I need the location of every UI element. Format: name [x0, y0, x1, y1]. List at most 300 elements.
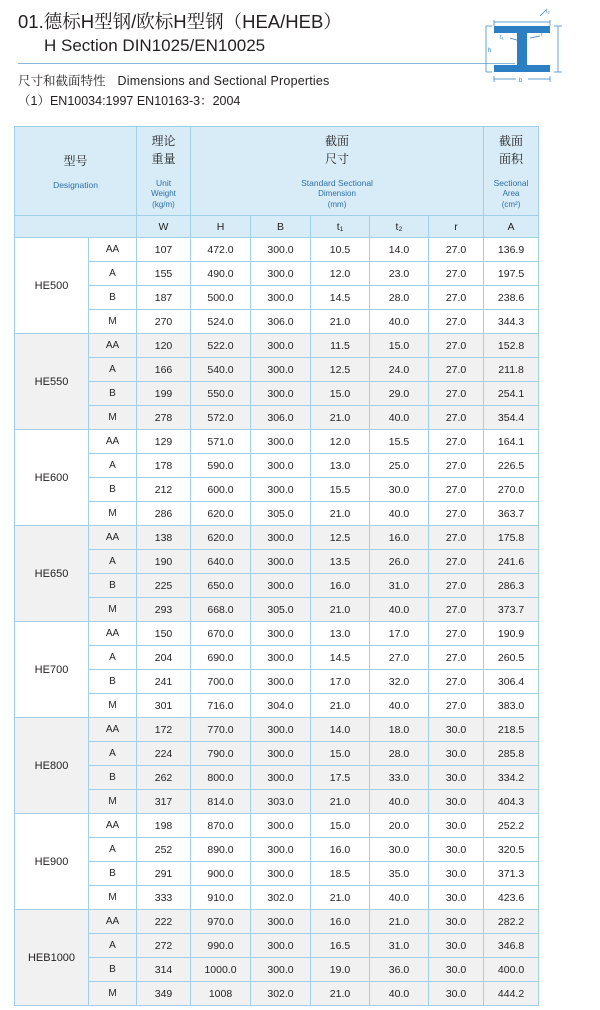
- cell-h: 522.0: [191, 334, 251, 358]
- cell-type: M: [89, 598, 137, 622]
- cell-h: 716.0: [191, 694, 251, 718]
- table-row: [15, 622, 587, 646]
- cell-a: 270.0: [484, 478, 539, 502]
- cell-a: 423.6: [484, 886, 539, 910]
- cell-t1: 21.0: [311, 982, 370, 1006]
- header-dimension-en2: Dimension: [318, 189, 356, 199]
- cell-t1: 19.0: [311, 958, 370, 982]
- header-dimension-en3: (mm): [327, 200, 347, 210]
- cell-t1: 15.0: [311, 742, 370, 766]
- cell-r: 27.0: [429, 430, 484, 454]
- cell-w: 349: [137, 982, 191, 1006]
- cell-a: 371.3: [484, 862, 539, 886]
- cell-b: 300.0: [251, 526, 311, 550]
- table-header: [15, 127, 587, 238]
- cell-w: 314: [137, 958, 191, 982]
- cell-w: 225: [137, 574, 191, 598]
- cell-r: 27.0: [429, 358, 484, 382]
- cell-b: 300.0: [251, 718, 311, 742]
- cell-r: 27.0: [429, 598, 484, 622]
- cell-w: 172: [137, 718, 191, 742]
- designation-cell: HE600: [15, 430, 89, 526]
- header-designation: [15, 127, 137, 216]
- cell-b: 300.0: [251, 622, 311, 646]
- cell-t2: 17.0: [370, 622, 429, 646]
- cell-t2: 40.0: [370, 502, 429, 526]
- designation-cell: HE550: [15, 334, 89, 430]
- cell-t1: 21.0: [311, 598, 370, 622]
- cell-b: 300.0: [251, 574, 311, 598]
- cell-h: 670.0: [191, 622, 251, 646]
- header-unit-weight: [137, 127, 191, 216]
- cell-a: 152.8: [484, 334, 539, 358]
- dimensions-subtitle-en: Dimensions and Sectional Properties: [117, 73, 330, 88]
- table-row: [15, 886, 587, 910]
- cell-h: 472.0: [191, 238, 251, 262]
- cell-t2: 30.0: [370, 838, 429, 862]
- cell-w: 286: [137, 502, 191, 526]
- cell-t1: 10.5: [311, 238, 370, 262]
- cell-t1: 12.0: [311, 430, 370, 454]
- cell-a: 334.2: [484, 766, 539, 790]
- cell-h: 600.0: [191, 478, 251, 502]
- cell-r: 30.0: [429, 718, 484, 742]
- page-header: [14, 0, 586, 112]
- cell-h: 620.0: [191, 526, 251, 550]
- cell-b: 300.0: [251, 478, 311, 502]
- cell-type: AA: [89, 814, 137, 838]
- cell-h: 620.0: [191, 502, 251, 526]
- cell-t2: 16.0: [370, 526, 429, 550]
- header-row-symbols: [15, 216, 587, 238]
- table-row: [15, 238, 587, 262]
- cell-t2: 20.0: [370, 814, 429, 838]
- cell-h: 524.0: [191, 310, 251, 334]
- symbol-h: H: [191, 216, 251, 238]
- cell-a: 238.6: [484, 286, 539, 310]
- cell-b: 300.0: [251, 286, 311, 310]
- symbol-b: B: [251, 216, 311, 238]
- cell-r: 27.0: [429, 622, 484, 646]
- cell-t2: 31.0: [370, 934, 429, 958]
- cell-t2: 24.0: [370, 358, 429, 382]
- cell-r: 27.0: [429, 454, 484, 478]
- cell-t2: 30.0: [370, 478, 429, 502]
- table-row: [15, 934, 587, 958]
- cell-t1: 11.5: [311, 334, 370, 358]
- specification-table: [14, 126, 587, 1006]
- table-row: [15, 454, 587, 478]
- cell-w: 129: [137, 430, 191, 454]
- cell-b: 300.0: [251, 550, 311, 574]
- cell-type: A: [89, 358, 137, 382]
- cell-b: 305.0: [251, 502, 311, 526]
- header-unit-weight-cn1: 理论: [151, 134, 176, 149]
- cell-a: 164.1: [484, 430, 539, 454]
- cell-w: 204: [137, 646, 191, 670]
- cell-t1: 21.0: [311, 310, 370, 334]
- cell-t1: 21.0: [311, 694, 370, 718]
- cell-h: 800.0: [191, 766, 251, 790]
- table-row: [15, 910, 587, 934]
- table-body: [15, 238, 587, 1006]
- cell-h: 900.0: [191, 862, 251, 886]
- cell-a: 252.2: [484, 814, 539, 838]
- cell-h: 890.0: [191, 838, 251, 862]
- cell-a: 404.3: [484, 790, 539, 814]
- cell-t2: 36.0: [370, 958, 429, 982]
- cell-w: 252: [137, 838, 191, 862]
- header-divider: [18, 63, 515, 64]
- cell-t1: 15.0: [311, 814, 370, 838]
- cell-w: 138: [137, 526, 191, 550]
- designation-cell: HE650: [15, 526, 89, 622]
- cell-type: B: [89, 958, 137, 982]
- header-unit-weight-cn2: 重量: [151, 151, 176, 166]
- table-row: [15, 478, 587, 502]
- header-unit-weight-en1: Unit: [155, 177, 172, 188]
- cell-t1: 15.0: [311, 382, 370, 406]
- cell-w: 107: [137, 238, 191, 262]
- cell-b: 300.0: [251, 262, 311, 286]
- table-row: [15, 646, 587, 670]
- cell-b: 300.0: [251, 454, 311, 478]
- cell-r: 27.0: [429, 382, 484, 406]
- cell-t2: 40.0: [370, 694, 429, 718]
- figure-label-tw: t₁: [500, 35, 504, 41]
- cell-r: 30.0: [429, 934, 484, 958]
- cell-b: 300.0: [251, 742, 311, 766]
- symbol-r: r: [429, 216, 484, 238]
- cell-t2: 40.0: [370, 598, 429, 622]
- designation-cell: HEB1000: [15, 910, 89, 1006]
- cell-t1: 16.0: [311, 838, 370, 862]
- cell-t2: 40.0: [370, 406, 429, 430]
- cell-r: 27.0: [429, 478, 484, 502]
- cell-type: M: [89, 502, 137, 526]
- cell-type: A: [89, 550, 137, 574]
- cell-h: 650.0: [191, 574, 251, 598]
- cell-r: 30.0: [429, 742, 484, 766]
- header-area-cn2: 面积: [499, 151, 524, 166]
- cell-t1: 21.0: [311, 790, 370, 814]
- cell-t2: 18.0: [370, 718, 429, 742]
- symbol-t2: t₂: [370, 216, 429, 238]
- cell-r: 30.0: [429, 862, 484, 886]
- table-row: [15, 526, 587, 550]
- cell-r: 27.0: [429, 574, 484, 598]
- table-row: [15, 550, 587, 574]
- cell-h: 668.0: [191, 598, 251, 622]
- cell-r: 30.0: [429, 910, 484, 934]
- cell-b: 300.0: [251, 814, 311, 838]
- cell-t2: 35.0: [370, 862, 429, 886]
- table-row: [15, 982, 587, 1006]
- cell-t2: 31.0: [370, 574, 429, 598]
- cell-w: 178: [137, 454, 191, 478]
- cell-r: 27.0: [429, 406, 484, 430]
- cell-w: 272: [137, 934, 191, 958]
- table-row: [15, 862, 587, 886]
- cell-b: 306.0: [251, 406, 311, 430]
- table-row: [15, 694, 587, 718]
- cell-r: 30.0: [429, 766, 484, 790]
- cell-b: 300.0: [251, 646, 311, 670]
- cell-a: 346.8: [484, 934, 539, 958]
- cell-t2: 40.0: [370, 886, 429, 910]
- symbol-blank: [15, 216, 137, 238]
- cell-b: 300.0: [251, 670, 311, 694]
- cell-a: 282.2: [484, 910, 539, 934]
- cell-h: 1008: [191, 982, 251, 1006]
- header-sectional-dimension: [191, 127, 484, 216]
- cell-r: 27.0: [429, 694, 484, 718]
- symbol-t1: t₁: [311, 216, 370, 238]
- cell-t2: 25.0: [370, 454, 429, 478]
- cell-a: 320.5: [484, 838, 539, 862]
- cell-w: 150: [137, 622, 191, 646]
- cell-a: 383.0: [484, 694, 539, 718]
- cell-a: 254.1: [484, 382, 539, 406]
- cell-type: A: [89, 646, 137, 670]
- cell-t1: 13.0: [311, 622, 370, 646]
- table-row: [15, 262, 587, 286]
- cell-w: 270: [137, 310, 191, 334]
- cell-a: 400.0: [484, 958, 539, 982]
- cell-type: B: [89, 670, 137, 694]
- cell-a: 354.4: [484, 406, 539, 430]
- cell-type: B: [89, 766, 137, 790]
- cell-w: 278: [137, 406, 191, 430]
- cell-t1: 21.0: [311, 502, 370, 526]
- cell-w: 317: [137, 790, 191, 814]
- standard-reference: （1）EN10034:1997 EN10163-3：2004: [18, 93, 241, 108]
- cell-b: 300.0: [251, 862, 311, 886]
- cell-w: 333: [137, 886, 191, 910]
- cell-h: 500.0: [191, 286, 251, 310]
- cell-type: M: [89, 694, 137, 718]
- cell-type: B: [89, 862, 137, 886]
- cell-b: 300.0: [251, 382, 311, 406]
- cell-type: A: [89, 934, 137, 958]
- cell-type: M: [89, 886, 137, 910]
- cell-t2: 23.0: [370, 262, 429, 286]
- table-row: [15, 670, 587, 694]
- cell-w: 120: [137, 334, 191, 358]
- cell-t1: 14.5: [311, 646, 370, 670]
- cell-b: 300.0: [251, 838, 311, 862]
- cell-w: 222: [137, 910, 191, 934]
- cell-a: 285.8: [484, 742, 539, 766]
- cell-h: 870.0: [191, 814, 251, 838]
- cell-b: 300.0: [251, 766, 311, 790]
- header-area-en2: Area: [502, 189, 520, 199]
- cell-r: 30.0: [429, 958, 484, 982]
- cell-w: 262: [137, 766, 191, 790]
- cell-a: 241.6: [484, 550, 539, 574]
- cell-r: 27.0: [429, 310, 484, 334]
- cell-w: 187: [137, 286, 191, 310]
- cell-h: 1000.0: [191, 958, 251, 982]
- header-designation-cn: 型号: [63, 153, 88, 168]
- cell-h: 690.0: [191, 646, 251, 670]
- cell-w: 293: [137, 598, 191, 622]
- cell-r: 27.0: [429, 670, 484, 694]
- cell-type: AA: [89, 430, 137, 454]
- cell-b: 300.0: [251, 910, 311, 934]
- cell-type: B: [89, 286, 137, 310]
- cell-w: 199: [137, 382, 191, 406]
- cell-t1: 18.5: [311, 862, 370, 886]
- table-row: [15, 790, 587, 814]
- cell-type: AA: [89, 718, 137, 742]
- cell-r: 27.0: [429, 238, 484, 262]
- cell-type: AA: [89, 526, 137, 550]
- cell-t2: 26.0: [370, 550, 429, 574]
- table-row: [15, 742, 587, 766]
- cell-type: B: [89, 382, 137, 406]
- figure-label-h: h: [488, 48, 492, 54]
- figure-label-tf: t₂: [546, 9, 550, 15]
- table-row: [15, 574, 587, 598]
- cell-r: 27.0: [429, 502, 484, 526]
- cell-a: 444.2: [484, 982, 539, 1006]
- cell-t1: 14.0: [311, 718, 370, 742]
- table-row: [15, 310, 587, 334]
- cell-h: 550.0: [191, 382, 251, 406]
- cell-h: 571.0: [191, 430, 251, 454]
- dimensions-subtitle-cn: 尺寸和截面特性: [18, 73, 106, 88]
- page-title: 01.德标H型钢/欧标H型钢（HEA/HEB）: [18, 11, 342, 32]
- cell-a: 363.7: [484, 502, 539, 526]
- table-row: [15, 406, 587, 430]
- designation-cell: HE700: [15, 622, 89, 718]
- header-dimension-en1: Standard Sectional: [301, 177, 373, 188]
- cell-type: M: [89, 310, 137, 334]
- header-unit-weight-en2: Weight: [151, 189, 176, 199]
- cell-w: 155: [137, 262, 191, 286]
- cell-h: 970.0: [191, 910, 251, 934]
- cell-t1: 13.5: [311, 550, 370, 574]
- header-area-en1: Sectional: [493, 177, 529, 188]
- cell-h: 640.0: [191, 550, 251, 574]
- cell-t1: 12.5: [311, 358, 370, 382]
- cell-b: 305.0: [251, 598, 311, 622]
- cell-h: 490.0: [191, 262, 251, 286]
- cell-h: 910.0: [191, 886, 251, 910]
- cell-type: AA: [89, 622, 137, 646]
- cell-w: 291: [137, 862, 191, 886]
- figure-label-r: r: [541, 32, 543, 38]
- cell-a: 190.9: [484, 622, 539, 646]
- cell-w: 301: [137, 694, 191, 718]
- cell-a: 218.5: [484, 718, 539, 742]
- designation-cell: HE500: [15, 238, 89, 334]
- cell-type: A: [89, 262, 137, 286]
- cell-t2: 15.5: [370, 430, 429, 454]
- table-row: [15, 958, 587, 982]
- symbol-a: A: [484, 216, 539, 238]
- cell-type: B: [89, 478, 137, 502]
- cell-t1: 16.0: [311, 910, 370, 934]
- cell-t1: 15.5: [311, 478, 370, 502]
- cell-b: 300.0: [251, 334, 311, 358]
- cell-r: 30.0: [429, 814, 484, 838]
- cell-type: M: [89, 790, 137, 814]
- cell-t1: 14.5: [311, 286, 370, 310]
- cell-type: AA: [89, 238, 137, 262]
- cell-t2: 40.0: [370, 790, 429, 814]
- cell-type: M: [89, 406, 137, 430]
- cell-a: 260.5: [484, 646, 539, 670]
- header-designation-en: Designation: [53, 180, 98, 191]
- cell-h: 814.0: [191, 790, 251, 814]
- cell-a: 211.8: [484, 358, 539, 382]
- cell-t1: 16.0: [311, 574, 370, 598]
- table-row: [15, 334, 587, 358]
- cell-t1: 12.5: [311, 526, 370, 550]
- cell-r: 27.0: [429, 262, 484, 286]
- cell-t2: 32.0: [370, 670, 429, 694]
- cell-a: 373.7: [484, 598, 539, 622]
- cell-b: 300.0: [251, 238, 311, 262]
- cell-t1: 17.5: [311, 766, 370, 790]
- cell-h: 590.0: [191, 454, 251, 478]
- cell-t2: 33.0: [370, 766, 429, 790]
- header-sectional-area: [484, 127, 539, 216]
- table-row: [15, 286, 587, 310]
- cell-t2: 15.0: [370, 334, 429, 358]
- cell-r: 30.0: [429, 886, 484, 910]
- cell-t2: 28.0: [370, 742, 429, 766]
- cell-b: 300.0: [251, 358, 311, 382]
- designation-cell: HE900: [15, 814, 89, 910]
- cell-r: 30.0: [429, 838, 484, 862]
- cell-w: 241: [137, 670, 191, 694]
- designation-cell: HE800: [15, 718, 89, 814]
- figure-label-b: b: [519, 78, 523, 84]
- table-row: [15, 382, 587, 406]
- cell-type: A: [89, 742, 137, 766]
- cell-b: 304.0: [251, 694, 311, 718]
- cell-h: 572.0: [191, 406, 251, 430]
- cell-a: 175.8: [484, 526, 539, 550]
- cell-a: 226.5: [484, 454, 539, 478]
- header-area-en3: (cm²): [501, 200, 521, 210]
- table-row: [15, 718, 587, 742]
- cell-t1: 16.5: [311, 934, 370, 958]
- cell-h: 540.0: [191, 358, 251, 382]
- cell-type: AA: [89, 910, 137, 934]
- cell-h: 790.0: [191, 742, 251, 766]
- cell-type: A: [89, 454, 137, 478]
- header-dimension-cn2: 尺寸: [325, 151, 350, 166]
- cell-r: 27.0: [429, 526, 484, 550]
- table-row: [15, 814, 587, 838]
- table-row: [15, 358, 587, 382]
- cell-b: 300.0: [251, 958, 311, 982]
- cell-h: 770.0: [191, 718, 251, 742]
- header-area-cn1: 截面: [499, 134, 524, 149]
- cell-w: 224: [137, 742, 191, 766]
- cell-a: 344.3: [484, 310, 539, 334]
- cell-h: 700.0: [191, 670, 251, 694]
- page-subtitle-en: H Section DIN1025/EN10025: [44, 35, 266, 55]
- cell-a: 306.4: [484, 670, 539, 694]
- table-row: [15, 838, 587, 862]
- cell-r: 27.0: [429, 286, 484, 310]
- cell-a: 197.5: [484, 262, 539, 286]
